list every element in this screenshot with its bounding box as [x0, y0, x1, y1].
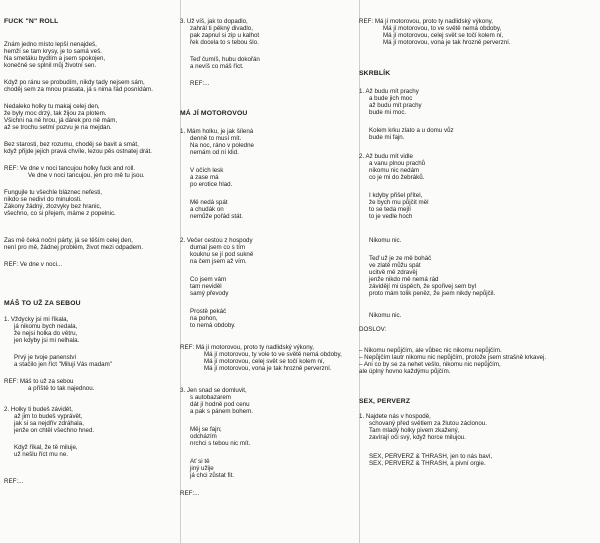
lyric-line: s autobazarem — [190, 394, 231, 401]
lyric-line: 1. Až budu mít prachy — [359, 88, 419, 95]
lyric-line: V očích lesk — [190, 167, 224, 174]
lyric-line: jak si sa nejdřív zdráhala, — [14, 420, 84, 427]
lyric-line: Tam mladý holky pivem zkažený, — [369, 427, 460, 434]
lyric-line: Na noc, ráno v poledne — [190, 142, 254, 149]
lyric-line: a pak s pánem bohem. — [190, 408, 253, 415]
lyric-line: to je vedle hoch — [369, 213, 413, 220]
lyric-line: jenže nikdo mě nemá rád — [369, 276, 439, 283]
lyric-line: až se trochu setmí pozvu je na mejdan. — [4, 124, 112, 131]
lyric-line: bude mi fajn. — [369, 134, 405, 141]
lyric-line: Ať si tě — [190, 458, 210, 465]
lyric-line: – Nikomu nepůjčím, ale vůbec nic nikomu nepůjčím. — [359, 347, 502, 354]
lyric-line: Zákony žádný, zlozvyky bez hranic, — [4, 203, 102, 210]
song-title: MÁ JÍ MOTOROVOU — [180, 110, 248, 117]
lyric-line: SEX, PERVERZ & THRASH, jen to nás baví, — [369, 453, 493, 460]
lyric-line: REF: Má jí motorovou, proto ty nadlidský výkony, — [359, 18, 493, 25]
lyric-line: na pohon, — [190, 315, 218, 322]
lyric-line: Zas mě čeká noční párty, já se těším celej den, — [4, 237, 133, 244]
song-title: SEX, PERVERZ — [359, 398, 411, 405]
lyric-line: hemží se tam krysy, je to samá veš. — [4, 48, 102, 55]
lyric-line: Má jí motorovou, celej svět se točí kolem ní, — [204, 358, 325, 365]
lyric-line: že bych mu půjčit měl — [369, 199, 429, 206]
lyric-line: nemám od ní klid. — [190, 149, 239, 156]
lyric-line: a bude jich moc — [369, 95, 413, 102]
lyric-line: Na smetáku bydlím a jsem spokojen, — [4, 55, 106, 62]
lyric-line: 2. Až budu mít vidle — [359, 153, 413, 160]
lyric-line: odcházím — [190, 433, 217, 440]
lyric-line: Nedaleko holky tu makaj celej den, — [4, 103, 100, 110]
lyric-line: Má jí motorovou, celej svět se točí kolem ní, — [383, 32, 504, 39]
lyric-line: Kolem krku zlato a u domu vůz — [369, 127, 454, 134]
lyric-line: Má jí motorovou, vona je tak hrozně perverzní. — [383, 39, 511, 46]
lyric-line: jiný užije — [190, 465, 214, 472]
lyric-line: schovaný před světlem za žlutou záclonou. — [369, 420, 487, 427]
lyric-line: když přijde jejich pravá chvíle, lezou pěs ostnatej drát. — [4, 148, 152, 155]
lyric-line: REF:... — [190, 80, 210, 87]
lyric-line: I kdyby přišel přítel, — [369, 192, 423, 199]
lyric-line: Má jí motorovou, ty vole to ve světě nemá obdoby, — [204, 351, 342, 358]
lyric-line: na čem jsem až vím. — [190, 258, 247, 265]
lyric-line: dumal jsem co s tím — [190, 244, 246, 251]
lyric-line: samý převody — [190, 290, 229, 297]
lyric-line: už nešlu říct mu ne. — [14, 451, 68, 458]
lyric-line: a zase má — [190, 174, 219, 181]
song-title: FUCK "N" ROLL — [4, 18, 59, 25]
lyric-line: všechno, co si přejem, máme z popelnic. — [4, 210, 116, 217]
lyric-line: není pro mě, žádnej problém, život mezi odpadem. — [4, 244, 143, 251]
lyric-line: REF: Ve dne v noci... — [4, 261, 63, 268]
lyric-line: SEX, PERVERZ & THRASH, a pivní orgie. — [369, 460, 486, 467]
lyric-line: Měj se fajn; — [190, 426, 222, 433]
lyric-line: – Ani co by se za nehet vešlo, nikomu nic nepůjčím, — [359, 361, 501, 368]
song-title: SKRBLÍK — [359, 70, 391, 77]
lyric-line: DOSLOV: — [359, 326, 387, 333]
song-title: MÁŠ TO UŽ ZA SEBOU — [4, 300, 81, 307]
lyric-line: a vanu plnou prachů — [369, 160, 426, 167]
lyric-line: Prvý je tvoje panenství — [14, 354, 77, 361]
lyric-line: dát jí hodně pod cenu — [190, 401, 250, 408]
lyric-line: Mě nedá spát — [190, 199, 228, 206]
lyric-line: ucitvě mě zdravěj — [369, 269, 418, 276]
lyric-line: Když říkal, že tě miluje, — [14, 444, 78, 451]
lyric-line: jen kdyby jsi mi nelhala. — [14, 337, 80, 344]
lyric-line: Teď už je ze mě boháč — [369, 255, 432, 262]
lyric-line: Nikomu nic. — [369, 312, 402, 319]
lyric-line: 1. Mám holku, je jak šílená — [180, 128, 254, 135]
lyric-line: 3. Jen snad se domluvit, — [180, 387, 247, 394]
lyric-line: Prostě pekáč — [190, 308, 227, 315]
lyric-line: já nikomu bych nedala, — [14, 323, 78, 330]
lyric-line: a chudák on — [190, 206, 224, 213]
lyric-line: nrchci s tebou nic mít. — [190, 440, 251, 447]
lyric-line: Nikomu nic. — [369, 237, 402, 244]
lyric-line: zahrál ti pěkný divadlo, — [190, 25, 253, 32]
lyric-line: proto mám tolik peněz, že jsem nikdy nepůjčil. — [369, 290, 496, 297]
lyric-line: pak zapnul si zip u kalhot — [190, 32, 260, 39]
lyric-line: a stačilo jen říct "Miluji Vás madam" — [14, 361, 112, 368]
lyric-line: 1. Najdete nás v hospodě, — [359, 413, 431, 420]
lyric-line: REF:... — [180, 490, 200, 497]
lyric-line: REF:... — [4, 478, 24, 485]
lyric-line: – Nepůjčím lautr nikomu nic nepůjčím, protože jsem strašně krkavej. — [359, 354, 547, 361]
lyric-line: denně to musí mít. — [190, 135, 242, 142]
lyric-line: REF: Ve dne v noci tancujou holky fuck and roll. — [4, 165, 136, 172]
lyric-line: tam neviděl — [190, 283, 222, 290]
lyric-line: ve zlatě můžu spát — [369, 262, 421, 269]
lyric-line: Ve dne v noci tancujou, jen pro mě tu jsou. — [28, 172, 145, 179]
lyric-line: REF: Máš to už za sebou — [4, 378, 74, 385]
lyric-line: Teď čumíš, hubu dokořán — [190, 56, 260, 63]
lyric-line: Má jí motorovou, vona je tak hrozně perverzní. — [204, 365, 332, 372]
column-divider — [180, 0, 181, 543]
lyric-line: že byly moc drzý, tak žijou za plotem. — [4, 110, 107, 117]
lyric-line: konečně se splnil můj životní sen. — [4, 62, 97, 69]
lyric-line: to nemá obdoby. — [190, 322, 236, 329]
lyric-line: až jim to budeš vyprávět, — [14, 413, 83, 420]
lyric-line: Fungujle tu všechle bláznec nefesti, — [4, 189, 103, 196]
lyric-line: Znám jedno místo lepší nenajdeš, — [4, 41, 97, 48]
lyric-line: závidějí mi úspěch, že spořivej sem byl — [369, 283, 476, 290]
lyric-line: to se teda mejlí — [369, 206, 411, 213]
lyric-line: 1. Vždycky jsi mi říkala, — [4, 316, 69, 323]
lyric-line: ale úplný hovno každýmu půjčím. — [359, 368, 451, 375]
lyric-line: REF: Má jí motorovou, proto ty nadlidský výkony, — [180, 344, 314, 351]
lyric-line: choděj sem za mnou prasata, já s nima řád posnídám. — [4, 86, 153, 93]
lyric-line: já chci zůstat fit. — [190, 472, 235, 479]
lyric-line: 2. Večer cestou z hospody — [180, 237, 253, 244]
lyric-line: řek docela to s tebou šlo. — [190, 39, 259, 46]
lyric-line: bude mi moc. — [369, 109, 407, 116]
lyric-line: a příště to tak najednou. — [28, 385, 95, 392]
lyric-line: až budu mít prachy — [369, 102, 422, 109]
column-divider — [359, 0, 360, 543]
lyric-line: nikomu nic nedám — [369, 167, 420, 174]
lyric-line: 3. Už víš, jak to dopadlo, — [180, 18, 248, 25]
lyric-line: že nejsi holka do větru, — [14, 330, 78, 337]
lyric-line: Má jí motorovou, to ve světě nemá obdoby, — [383, 25, 502, 32]
lyric-line: 2. Holky ti budeš závidět, — [4, 406, 73, 413]
lyric-line: Co jsem vám — [190, 276, 227, 283]
lyric-line: zavírají oči svý, když horce milujou. — [369, 434, 466, 441]
lyric-line: kouknu se jí pod sukně — [190, 251, 254, 258]
lyric-line: Bez starosti, bez rozumu, choděj se bavit a smát, — [4, 141, 139, 148]
lyric-line: Všichni na ně hrou, já dárek pro ně mám, — [4, 117, 118, 124]
lyric-line: Když po ránu se probudím, nikdy tady nejsem sám, — [4, 79, 145, 86]
lyric-line: nikdo se nediví do minulosti. — [4, 196, 82, 203]
lyric-line: jenže on chtěl všechno hned. — [14, 427, 95, 434]
lyric-line: co je mi do žebráků. — [369, 174, 425, 181]
lyric-line: po erotice hlad. — [190, 181, 233, 188]
lyric-line: nemůže pořád stát. — [190, 213, 243, 220]
lyric-line: a nevíš co máš říct. — [190, 63, 244, 70]
